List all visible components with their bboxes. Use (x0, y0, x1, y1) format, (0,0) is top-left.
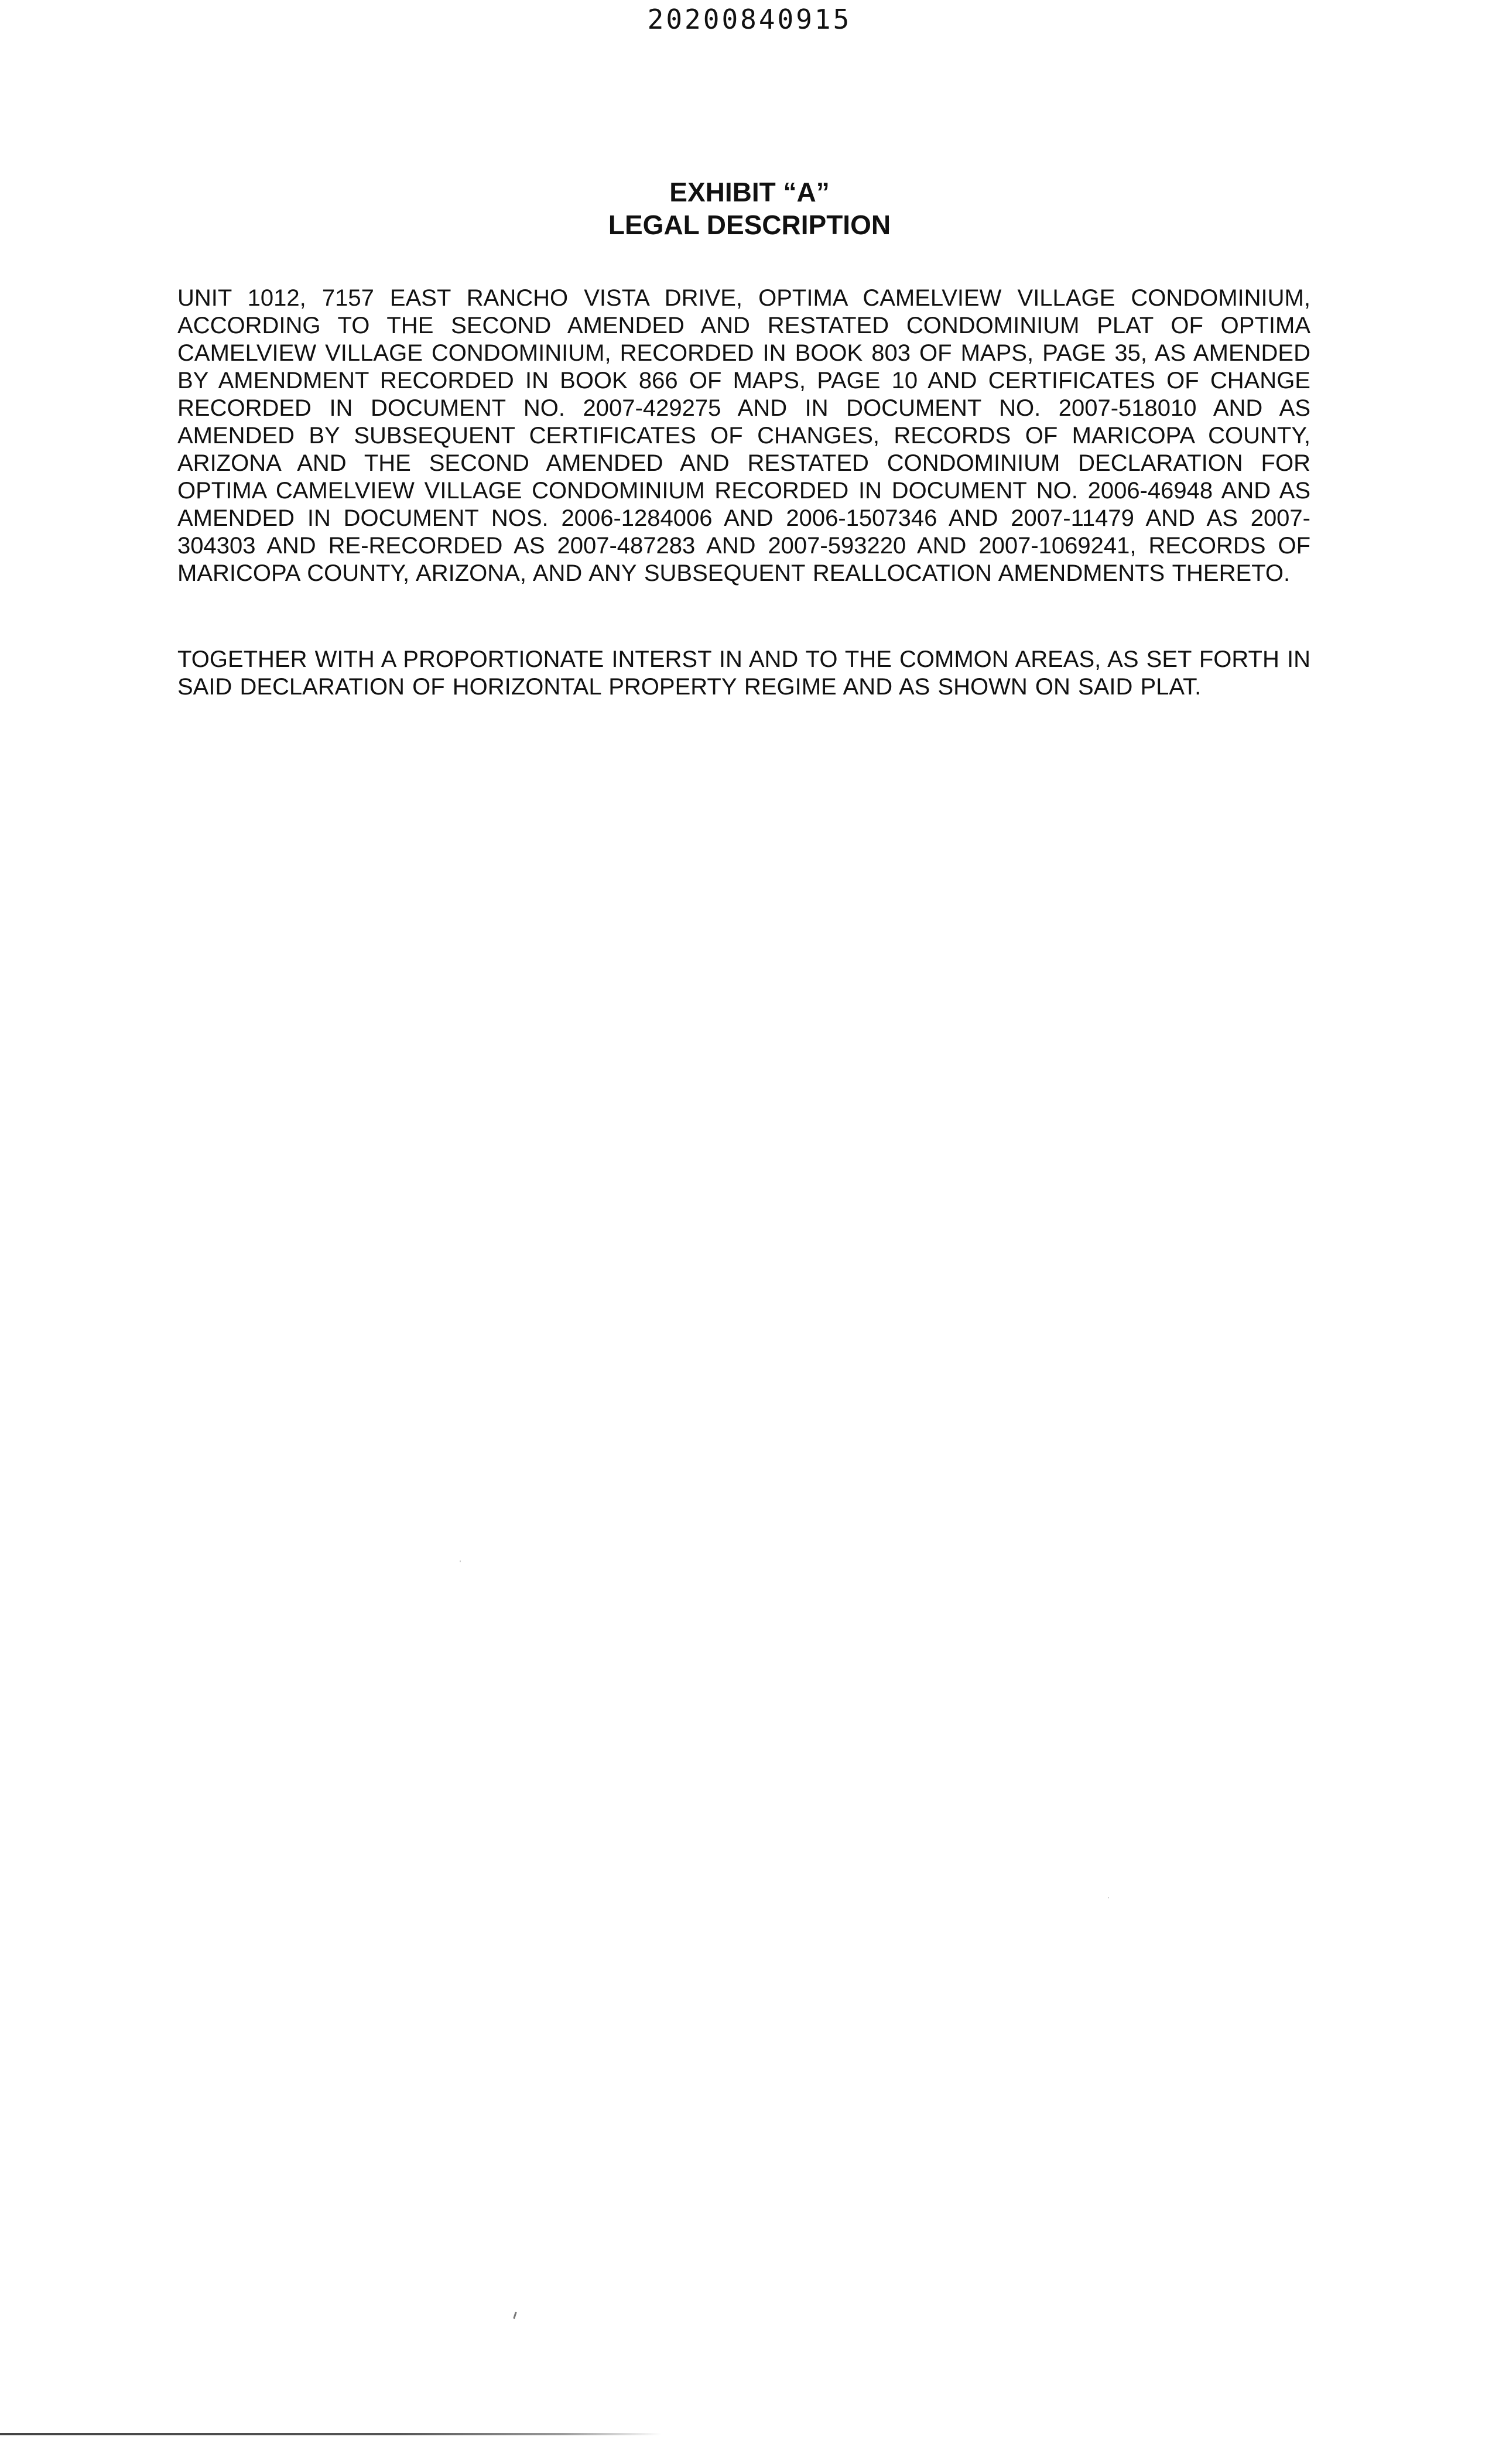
scan-speck (513, 2312, 517, 2319)
legal-description-paragraph: UNIT 1012, 7157 EAST RANCHO VISTA DRIVE, OPTIMA CAMELVIEW VILLAGE CONDOMINIUM, ACCORDING TO THE SECOND AMENDED AND RESTATED CONDOMINIUM PLAT OF OPTIMA CAMELVIEW VILLAGE CONDOMINIUM, RECORDED IN BOOK 803 OF MAPS, PAGE 35, AS AMENDED BY AMENDMENT RECORDED IN BOOK 866 OF MAPS, PAGE 10 AND CERTIFICATES OF CHANGE RECORDED IN DOCUMENT NO. 2007-429275 AND IN DOCUMENT NO. 2007-518010 AND AS AMENDED BY SUBSEQUENT CERTIFICATES OF CHANGES, RECORDS OF MARICOPA COUNTY, ARIZONA AND THE SECOND AMENDED AND RESTATED CONDOMINIUM DECLARATION FOR OPTIMA CAMELVIEW VILLAGE CONDOMINIUM RECORDED IN DOCUMENT NO. 2006-46948 AND AS AMENDED IN DOCUMENT NOS. 2006-1284006 AND 2006-1507346 AND 2007-11479 AND AS 2007-304303 AND RE-RECORDED AS 2007-487283 AND 2007-593220 AND 2007-1069241, RECORDS OF MARICOPA COUNTY, ARIZONA, AND ANY SUBSEQUENT REALLOCATION AMENDMENTS THERETO. (177, 285, 1310, 586)
legal-description-title: LEGAL DESCRIPTION (608, 210, 891, 240)
common-areas-paragraph: TOGETHER WITH A PROPORTIONATE INTERST IN AND TO THE COMMON AREAS, AS SET FORTH IN SAID DECLARATION OF HORIZONTAL PROPERTY REGIME AND AS SHOWN ON SAID PLAT. (177, 646, 1310, 700)
scan-speck (1108, 1897, 1109, 1898)
scan-speck (460, 1560, 461, 1562)
recording-number: 20200840915 (647, 4, 852, 35)
exhibit-title: EXHIBIT “A” (669, 177, 830, 207)
exhibit-heading (0, 176, 1499, 241)
scan-edge-line (0, 2433, 662, 2435)
